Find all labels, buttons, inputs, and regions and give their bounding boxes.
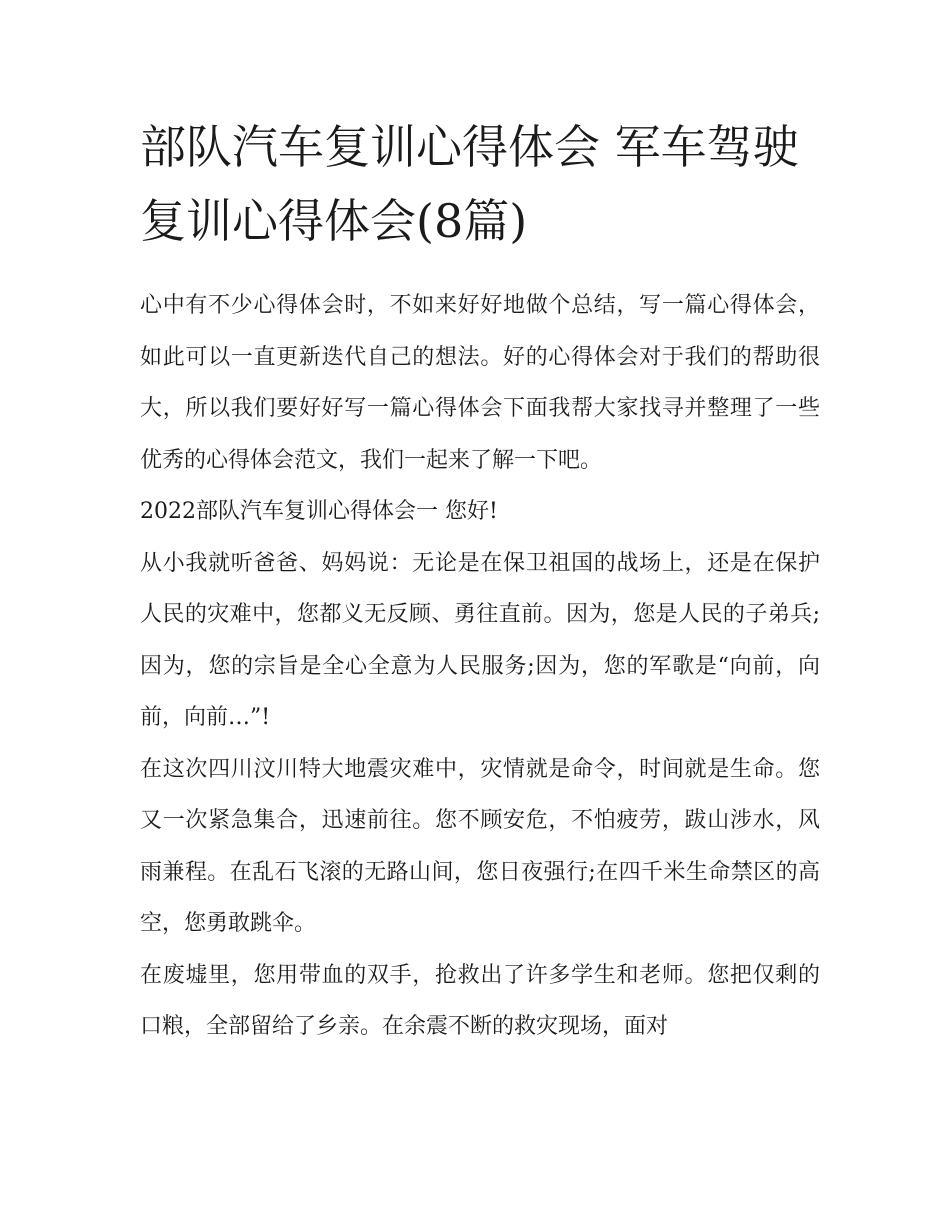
document-page xyxy=(140,110,820,1053)
paragraph-intro: 心中有不少心得体会时，不如来好好地做个总结，写一篇心得体会，如此可以一直更新迭代自己的想法。好的心得体会对于我们的帮助很大，所以我们要好好写一篇心得体会下面我帮大家找寻并整理了一些优秀的心得体会范文，我们一起来了解一下吧。 xyxy=(140,293,820,473)
paragraph-body-3: 在废墟里，您用带血的双手，抢救出了许多学生和老师。您把仅剩的口粮，全部留给了乡亲。在余震不断的救灾现场，面对 xyxy=(140,962,820,1039)
paragraph-body-1: 从小我就听爸爸、妈妈说：无论是在保卫祖国的战场上，还是在保护人民的灾难中，您都义无反顾、勇往直前。因为，您是人民的子弟兵;因为，您的宗旨是全心全意为人民服务;因为，您的军歌是“向前，向前，向前…”! xyxy=(140,550,820,730)
document-title: 部队汽车复训心得体会 军车驾驶复训心得体会(8篇) xyxy=(140,120,799,248)
paragraph-body-2: 在这次四川汶川特大地震灾难中，灾情就是命令，时间就是生命。您又一次紧急集合，迅速前往。您不顾安危，不怕疲劳，跋山涉水，风雨兼程。在乱石飞滚的无路山间，您日夜强行;在四千米生命禁区的高空，您勇敢跳伞。 xyxy=(140,756,820,936)
paragraph-section-heading: 2022部队汽车复训心得体会一 您好! xyxy=(140,499,498,524)
